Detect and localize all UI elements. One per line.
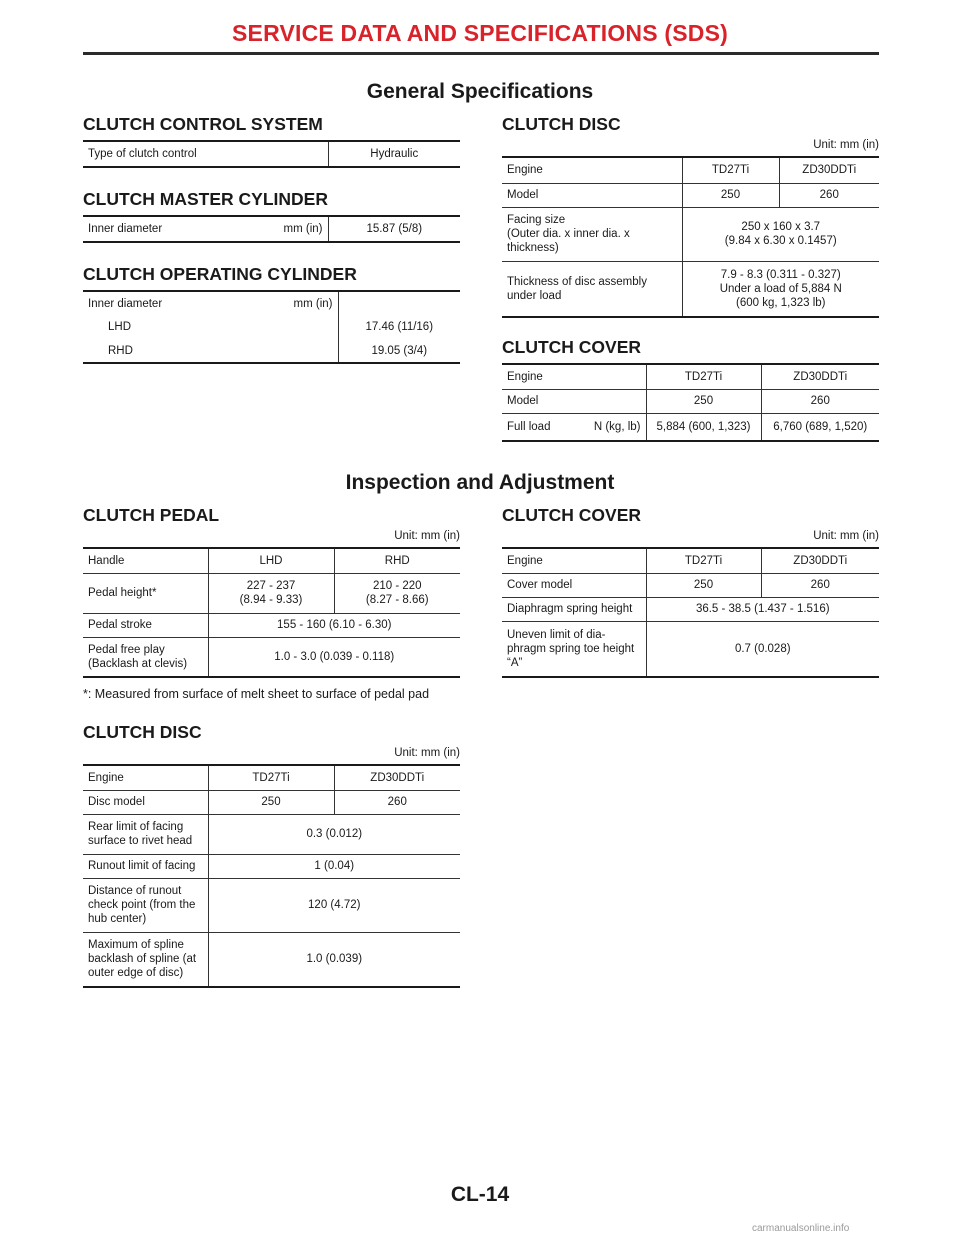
clutch-disc-unit: Unit: mm (in) [813,139,879,151]
disc-thickness-label: Thickness of disc assembly under load [502,261,682,317]
disc-engine-zd30ddti: ZD30DDTi [779,157,879,183]
clutch-disc-table [502,156,879,318]
icover-engine-label: Engine [502,548,646,573]
pedal-height-lhd: 227 - 237 (8.94 - 9.33) [208,573,334,613]
general-left-column [83,114,460,364]
clutch-pedal-title: CLUTCH PEDAL [83,505,220,525]
icover-diaphragm-value: 36.5 - 38.5 (1.437 - 1.516) [646,597,879,621]
clutch-operating-cylinder-table [83,290,460,364]
cover-model-250: 250 [646,389,761,413]
disc-thickness-value: 7.9 - 8.3 (0.311 - 0.327) Under a load of 5,884 N (600 kg, 1,323 lb) [682,261,879,317]
header-rule [83,52,879,55]
table-row [83,216,460,242]
operating-rhd-label: RHD [83,339,338,363]
operating-diameter-label: Inner diameter [88,297,163,310]
clutch-control-system-table [83,140,460,168]
idisc-model-260: 260 [334,790,460,814]
table-row [502,157,879,183]
disc-engine-td27ti: TD27Ti [682,157,779,183]
page-header-title: SERVICE DATA AND SPECIFICATIONS (SDS) [232,20,728,46]
clutch-operating-cylinder-title: CLUTCH OPERATING CYLINDER [83,264,357,284]
table-row [83,573,460,613]
inspection-clutch-disc-table [83,764,460,988]
idisc-spline-label: Maximum of spline backlash of spline (at outer edge of disc) [83,932,208,987]
control-type-value: Hydraulic [328,141,460,167]
pedal-stroke-label: Pedal stroke [83,613,208,637]
general-right-column [502,114,879,442]
table-row [83,932,460,987]
table-row [83,814,460,854]
pedal-height-label: Pedal height* [83,573,208,613]
master-diameter-unit: mm (in) [283,223,323,235]
inspection-clutch-cover-unit: Unit: mm (in) [813,530,879,542]
inspection-clutch-cover-table [502,547,879,678]
clutch-pedal-table [83,547,460,678]
icover-model-label: Cover model [502,573,646,597]
idisc-engine-label: Engine [83,765,208,790]
operating-lhd-value: 17.46 (11/16) [338,315,460,339]
table-row [502,573,879,597]
table-row [83,790,460,814]
pedal-stroke-value: 155 - 160 (6.10 - 6.30) [208,613,460,637]
clutch-master-cylinder-title: CLUTCH MASTER CYLINDER [83,189,328,209]
inspection-clutch-disc-title: CLUTCH DISC [83,722,202,742]
pedal-freeplay-label: Pedal free play (Backlash at clevis) [83,637,208,677]
disc-facing-label: Facing size (Outer dia. x inner dia. x thickness) [502,207,682,261]
inspection-right-column [502,505,879,678]
pedal-handle-label: Handle [83,548,208,573]
cover-load-cell [502,413,646,441]
table-row [502,207,879,261]
icover-uneven-value: 0.7 (0.028) [646,621,879,677]
clutch-pedal-unit: Unit: mm (in) [394,530,460,542]
watermark: carmanualsonline.info [752,1223,850,1234]
operating-diameter-cell [83,291,338,315]
idisc-model-250: 250 [208,790,334,814]
table-row [83,765,460,790]
general-specifications-title: General Specifications [366,80,594,103]
cover-model-label: Model [502,389,646,413]
clutch-cover-table [502,363,879,442]
disc-model-260: 260 [779,183,879,207]
master-diameter-cell [83,216,328,242]
idisc-runout-value: 1 (0.04) [208,854,460,878]
table-row [502,597,879,621]
table-row [83,548,460,573]
icover-diaphragm-label: Diaphragm spring height [502,597,646,621]
cover-load-zd30ddti: 6,760 (689, 1,520) [761,413,879,441]
table-row [83,315,460,339]
inspection-left-column [83,505,460,988]
table-row [502,183,879,207]
operating-rhd-value: 19.05 (3/4) [338,339,460,363]
table-row [502,548,879,573]
table-row [83,291,460,315]
page-code: CL-14 [450,1183,510,1206]
operating-diameter-unit: mm (in) [293,297,333,310]
idisc-distance-value: 120 (4.72) [208,878,460,932]
cover-engine-td27ti: TD27Ti [646,364,761,389]
table-row [502,621,879,677]
inspection-adjustment-title: Inspection and Adjustment [345,471,615,494]
cover-load-label: Full load [507,420,551,433]
table-row [502,389,879,413]
clutch-master-cylinder-table [83,215,460,243]
table-row [83,141,460,167]
pedal-handle-lhd: LHD [208,548,334,573]
table-row [83,878,460,932]
disc-model-label: Model [502,183,682,207]
table-row [83,637,460,677]
clutch-cover-title: CLUTCH COVER [502,337,642,357]
clutch-disc-title: CLUTCH DISC [502,114,621,134]
icover-engine-td27ti: TD27Ti [646,548,761,573]
cover-engine-label: Engine [502,364,646,389]
pedal-freeplay-value: 1.0 - 3.0 (0.039 - 0.118) [208,637,460,677]
cover-model-260: 260 [761,389,879,413]
pedal-height-rhd: 210 - 220 (8.27 - 8.66) [334,573,460,613]
table-row [502,261,879,317]
table-row [83,613,460,637]
table-row [83,339,460,363]
icover-engine-zd30ddti: ZD30DDTi [761,548,879,573]
idisc-engine-zd30ddti: ZD30DDTi [334,765,460,790]
clutch-control-system-title: CLUTCH CONTROL SYSTEM [83,114,323,134]
table-row [502,413,879,441]
pedal-handle-rhd: RHD [334,548,460,573]
master-diameter-label: Inner diameter [88,223,163,235]
control-type-label: Type of clutch control [83,141,328,167]
table-row [502,364,879,389]
icover-model-250: 250 [646,573,761,597]
idisc-model-label: Disc model [83,790,208,814]
master-diameter-value: 15.87 (5/8) [328,216,460,242]
idisc-rear-limit-label: Rear limit of facing surface to rivet head [83,814,208,854]
pedal-height-footnote: *: Measured from surface of melt sheet to surface of pedal pad [83,687,430,701]
inspection-clutch-disc-unit: Unit: mm (in) [394,747,460,759]
cover-engine-zd30ddti: ZD30DDTi [761,364,879,389]
disc-facing-value: 250 x 160 x 3.7 (9.84 x 6.30 x 0.1457) [682,207,879,261]
idisc-distance-label: Distance of runout check point (from the hub center) [83,878,208,932]
table-row [83,854,460,878]
inspection-clutch-cover-title: CLUTCH COVER [502,505,642,525]
disc-engine-label: Engine [502,157,682,183]
idisc-rear-limit-value: 0.3 (0.012) [208,814,460,854]
idisc-runout-label: Runout limit of facing [83,854,208,878]
idisc-spline-value: 1.0 (0.039) [208,932,460,987]
icover-model-260: 260 [761,573,879,597]
cover-load-unit: N (kg, lb) [593,420,641,433]
icover-uneven-label: Uneven limit of dia- phragm spring toe height “A” [502,621,646,677]
operating-lhd-label: LHD [108,321,132,333]
cover-load-td27ti: 5,884 (600, 1,323) [646,413,761,441]
operating-diameter-empty [338,291,460,315]
disc-model-250: 250 [682,183,779,207]
idisc-engine-td27ti: TD27Ti [208,765,334,790]
